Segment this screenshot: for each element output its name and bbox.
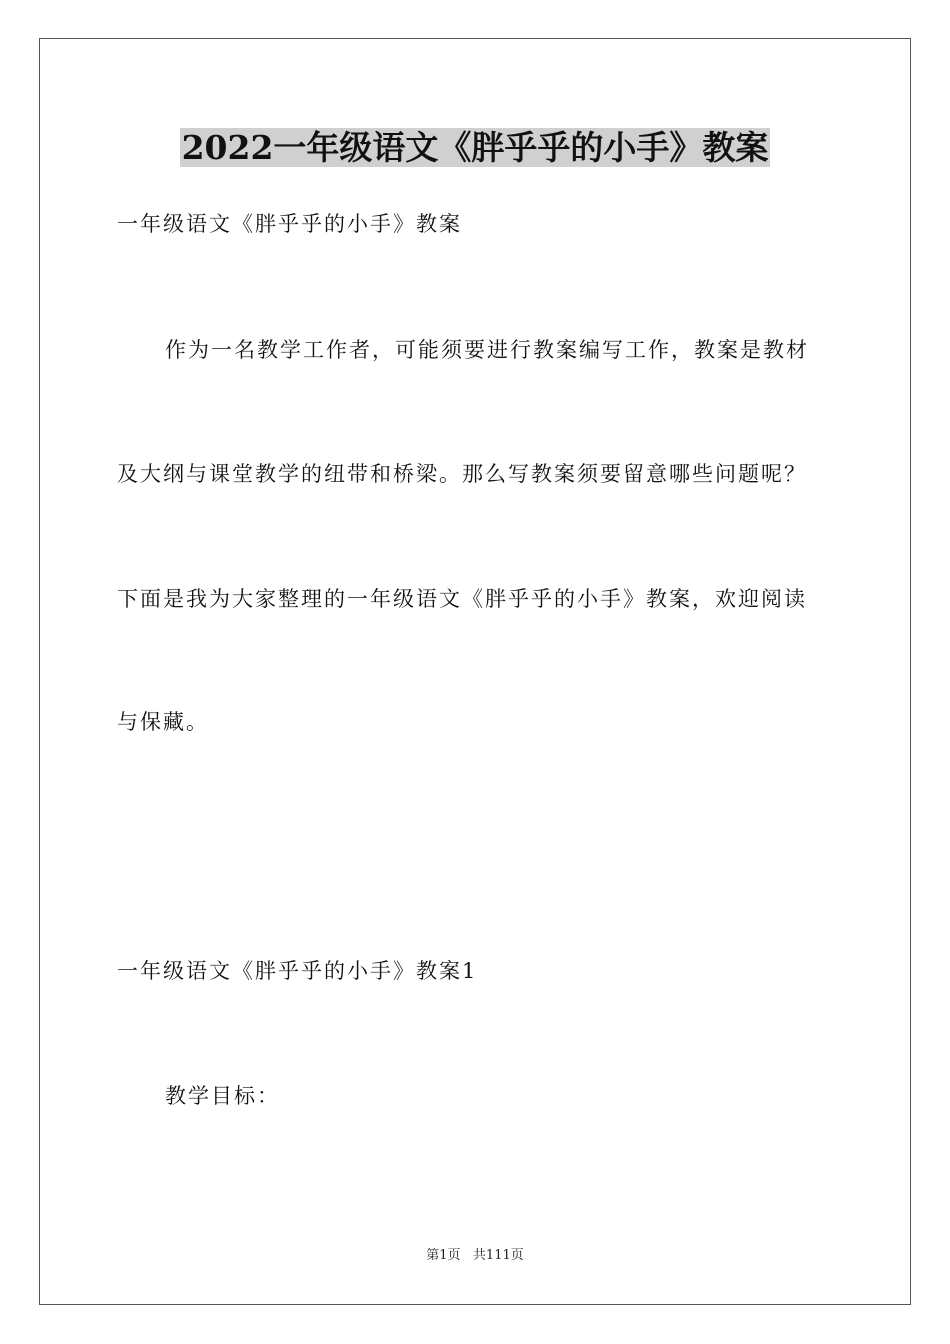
page-number-current: 第1页 — [426, 1248, 461, 1263]
paragraph-line: 与保藏。 — [117, 710, 209, 734]
paragraph-line: 下面是我为大家整理的一年级语文《胖乎乎的小手》教案，欢迎阅读 — [117, 587, 807, 611]
page-footer — [0, 1247, 950, 1265]
section-heading: 一年级语文《胖乎乎的小手》教案1 — [117, 959, 478, 983]
page-number-total: 共111页 — [472, 1248, 524, 1263]
document-title-text: 2022一年级语文《胖乎乎的小手》教案 — [181, 128, 769, 167]
subsection-heading: 教学目标： — [165, 1084, 280, 1108]
paragraph-line: 及大纲与课堂教学的纽带和桥梁。那么写教案须要留意哪些问题呢？ — [117, 462, 807, 486]
subtitle-line: 一年级语文《胖乎乎的小手》教案 — [117, 212, 462, 236]
paragraph-line: 作为一名教学工作者，可能须要进行教案编写工作，教案是教材 — [165, 338, 809, 362]
document-title — [0, 126, 950, 170]
